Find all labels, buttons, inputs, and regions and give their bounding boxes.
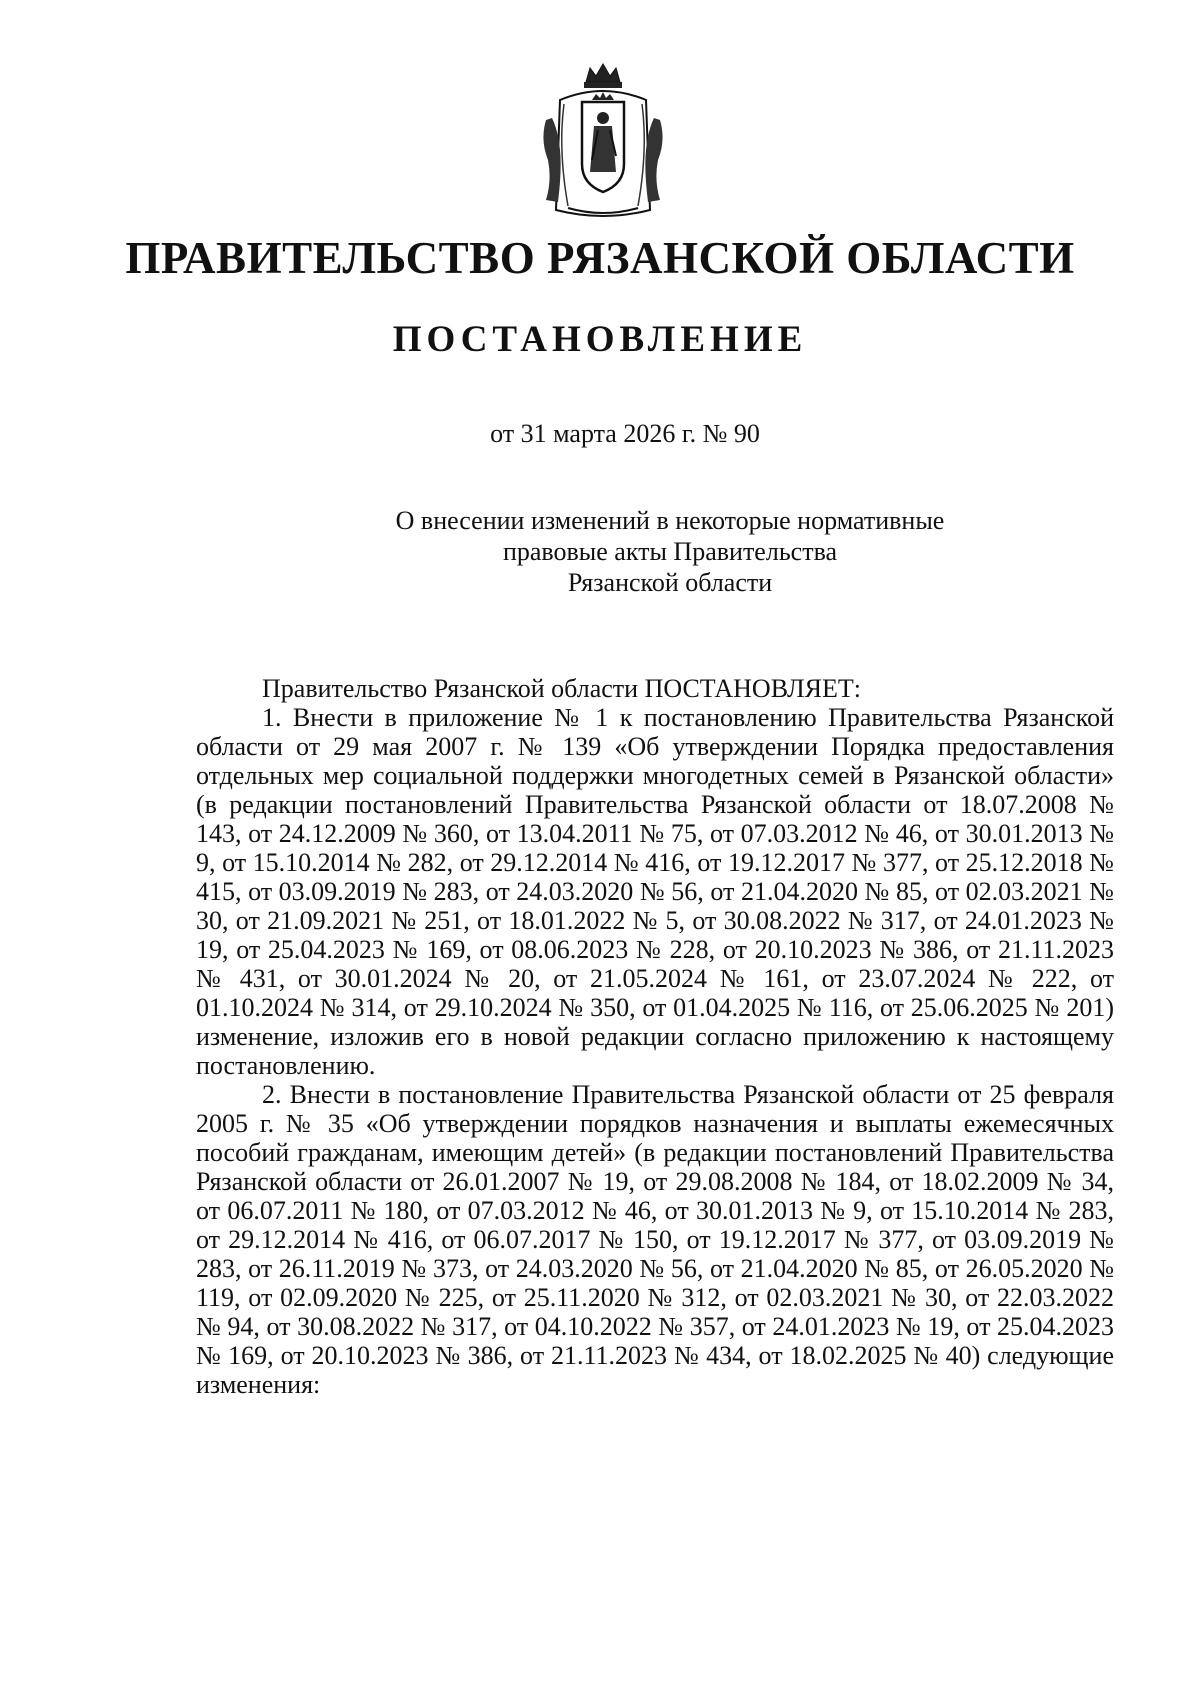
- resolution-intro: Правительство Рязанской области ПОСТАНОВЛЯЕТ:: [262, 674, 862, 703]
- document-subject: [300, 505, 1040, 598]
- document-body: [196, 674, 1114, 1399]
- subject-line-1: О внесении изменений в некоторые нормативные: [395, 506, 945, 535]
- resolution-item-1: 1. Внести в приложение № 1 к постановлению Правительства Рязанской области от 29 мая 2007 г. № 139 «Об утверждении Порядка предоставления отдельных мер социальной поддержки многодетных семей в Рязанской области» (в редакции постановлений Правительства Рязанской области от 18.07.2008 № 143, от 24.12.2009 № 360, от 13.04.2011 № 75, от 07.03.2012 № 46, от 30.01.2013 № 9, от 15.10.2014 № 282, от 29.12.2014 № 416, от 19.12.2017 № 377, от 25.12.2018 № 415, от 03.09.2019 № 283, от 24.03.2020 № 56, от 21.04.2020 № 85, от 02.03.2021 № 30, от 21.09.2021 № 251, от 18.01.2022 № 5, от 30.08.2022 № 317, от 24.01.2023 № 19, от 25.04.2023 № 169, от 08.06.2023 № 228, от 20.10.2023 № 386, от 21.11.2023 № 431, от 30.01.2024 № 20, от 21.05.2024 № 161, от 23.07.2024 № 222, от 01.10.2024 № 314, от 29.10.2024 № 350, от 01.04.2025 № 116, от 25.06.2025 № 201) изменение, изложив его в новой редакции согласно приложению к настоящему постановлению.: [196, 703, 1114, 1080]
- subject-line-2: правовые акты Правительства: [502, 537, 838, 566]
- organization-title: ПРАВИТЕЛЬСТВО РЯЗАНСКОЙ ОБЛАСТИ: [125, 233, 1075, 283]
- document-type-heading: ПОСТАНОВЛЕНИЕ: [392, 319, 808, 360]
- coat-of-arms-icon: [538, 60, 668, 220]
- subject-line-3: Рязанской области: [567, 568, 773, 597]
- document-date-number: от 31 марта 2026 г. № 90: [490, 419, 760, 448]
- resolution-item-2: 2. Внести в постановление Правительства Рязанской области от 25 февраля 2005 г. № 35 «Об утверждении порядков назначения и выплаты ежемесячных пособий гражданам, имеющим детей» (в редакции постановлений Правительства Рязанской области от 26.01.2007 № 19, от 29.08.2008 № 184, от 18.02.2009 № 34, от 06.07.2011 № 180, от 07.03.2012 № 46, от 30.01.2013 № 9, от 15.10.2014 № 283, от 29.12.2014 № 416, от 06.07.2017 № 150, от 19.12.2017 № 377, от 03.09.2019 № 283, от 26.11.2019 № 373, от 24.03.2020 № 56, от 21.04.2020 № 85, от 26.05.2020 № 119, от 02.09.2020 № 225, от 25.11.2020 № 312, от 02.03.2021 № 30, от 22.03.2022 № 94, от 30.08.2022 № 317, от 04.10.2022 № 357, от 24.01.2023 № 19, от 25.04.2023 № 169, от 20.10.2023 № 386, от 21.11.2023 № 434, от 18.02.2025 № 40) следующие изменения:: [196, 1080, 1114, 1399]
